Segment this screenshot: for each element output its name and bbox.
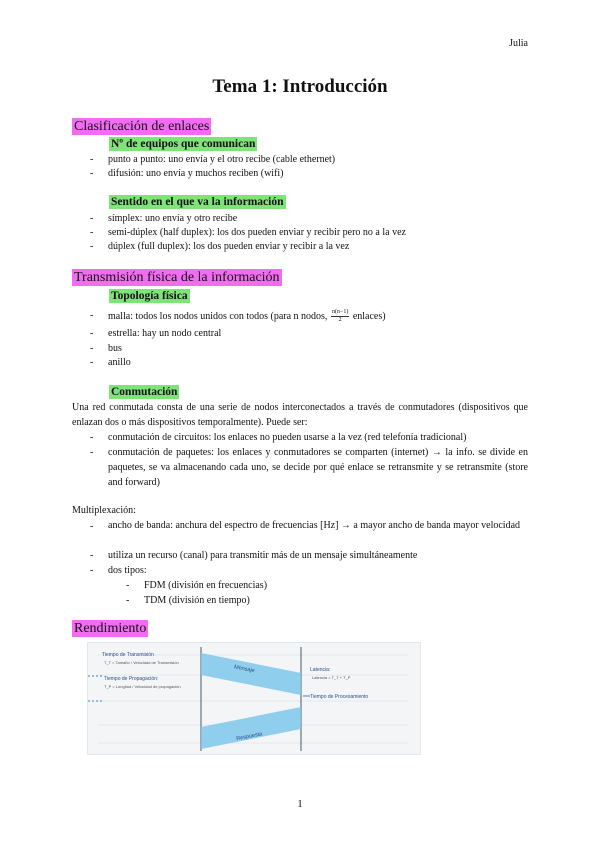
- page-title: Tema 1: Introducción: [212, 76, 388, 97]
- document-page: Julia Tema 1: Introducción Clasificación de enlaces Nº de equipos que comunican - punto a punto: uno envía y el otro recibe (cable ethernet) - difusión: uno envía y muchos reciben (wifi) Sentido en el que va la información - símplex: uno envía y otro recibe - semi-dúplex (half duplex): los dos pueden enviar y recibir pero no a la vez - dúplex (full duplex): los dos pueden enviar y recibir a la vez Transmisión física de la información Topología física - malla: todos los nodos unidos con todos (para n nodos, $\frac{n(n-1)}{2}$ enlaces) - estrella: hay un nodo central - bus - anillo Conmutación Una red conmutada consta de una serie de nodos interconectados a través de conmutadores (dispositivos que enlazan dos o más dispositivos temporalmente). Puede ser: - conmutación de circuitos: los enlaces no pueden usarse a la vez (red telefonía tradicional) - conmutación de paquetes: los enlaces y conmutadores se comparten (internet) → la info. se divide en paquetes, se va almacenando cada uno, se decide por qué enlace se retransmite y se retransmite (store and forward) Multiplexación: - ancho de banda: anchura del espectro de frecuencias [Hz] → a mayor ancho de banda mayor velocidad - utiliza un recurso (canal) para transmitir más de un mensaje simultáneamente - dos tipos: - FDM (división en frecuencias) - TDM (división en tiempo) Rendimiento Tiempo de Transmisión T_T = Tamaño / Velocidad de Transmisión Tiempo de Propagación: T_P = Longitud / Velocidad de propagación Mensaje Respuesta Latencia: Latencia = T_T + T_P Tiempo de Procesamiento 1: [0, 0, 600, 848]
- latencia-label: Latencia:: [310, 667, 331, 673]
- section-heading-transmision: Transmisión física de la información: [74, 270, 280, 285]
- fraction: $\frac{n(n-1)}{2}$: [331, 309, 349, 323]
- subheading-equipos: Nº de equipos que comunican: [111, 138, 256, 150]
- page-number: 1: [297, 798, 303, 810]
- multiplexacion-label: Multiplexación:: [72, 505, 136, 516]
- section-heading-rendimiento: Rendimiento: [74, 621, 147, 636]
- mensaje-label: Mensaje: [233, 664, 256, 675]
- section-heading-clasificacion: Clasificación de enlaces: [74, 119, 210, 134]
- paragraph-conmutacion: Una red conmutada consta de una serie de nodos interconectados a través de conmutadores (dispositivos que enlazan dos o más dispositivos temporalmente). Puede ser:: [72, 402, 528, 428]
- message-band: [201, 653, 301, 695]
- t-trans-label: Tiempo de Transmisión: [102, 652, 154, 658]
- t-prop-formula: T_P = Longitud / Velocidad de propagación: [104, 684, 181, 689]
- t-proc-label: Tiempo de Procesamiento: [310, 694, 369, 700]
- latencia-formula: Latencia = T_T + T_P: [312, 675, 351, 680]
- subheading-sentido: Sentido en el que va la información: [111, 196, 284, 208]
- t-prop-label: Tiempo de Propagación:: [104, 676, 159, 682]
- subheading-topologia: Topología física: [111, 290, 188, 302]
- list-item-ancho-banda: ancho de banda: anchura del espectro de frecuencias [Hz] → a mayor ancho de banda mayor velocidad: [108, 520, 521, 531]
- subheading-conmutacion: Conmutación: [111, 386, 178, 398]
- rendimiento-diagram: [87, 642, 421, 755]
- list-item-paquetes: conmutación de paquetes: los enlaces y conmutadores se comparten (internet) → la info. se divide en paquetes, se va almacenando cada uno, se decide por qué enlace se retransmite y se retransmite (store and forward): [108, 447, 528, 488]
- t-trans-formula: T_T = Tamaño / Velocidad de Transmisión: [104, 660, 179, 665]
- respuesta-label: Respuesta: [235, 731, 263, 743]
- timing-diagram: [88, 643, 420, 754]
- author-header: Julia: [509, 38, 528, 49]
